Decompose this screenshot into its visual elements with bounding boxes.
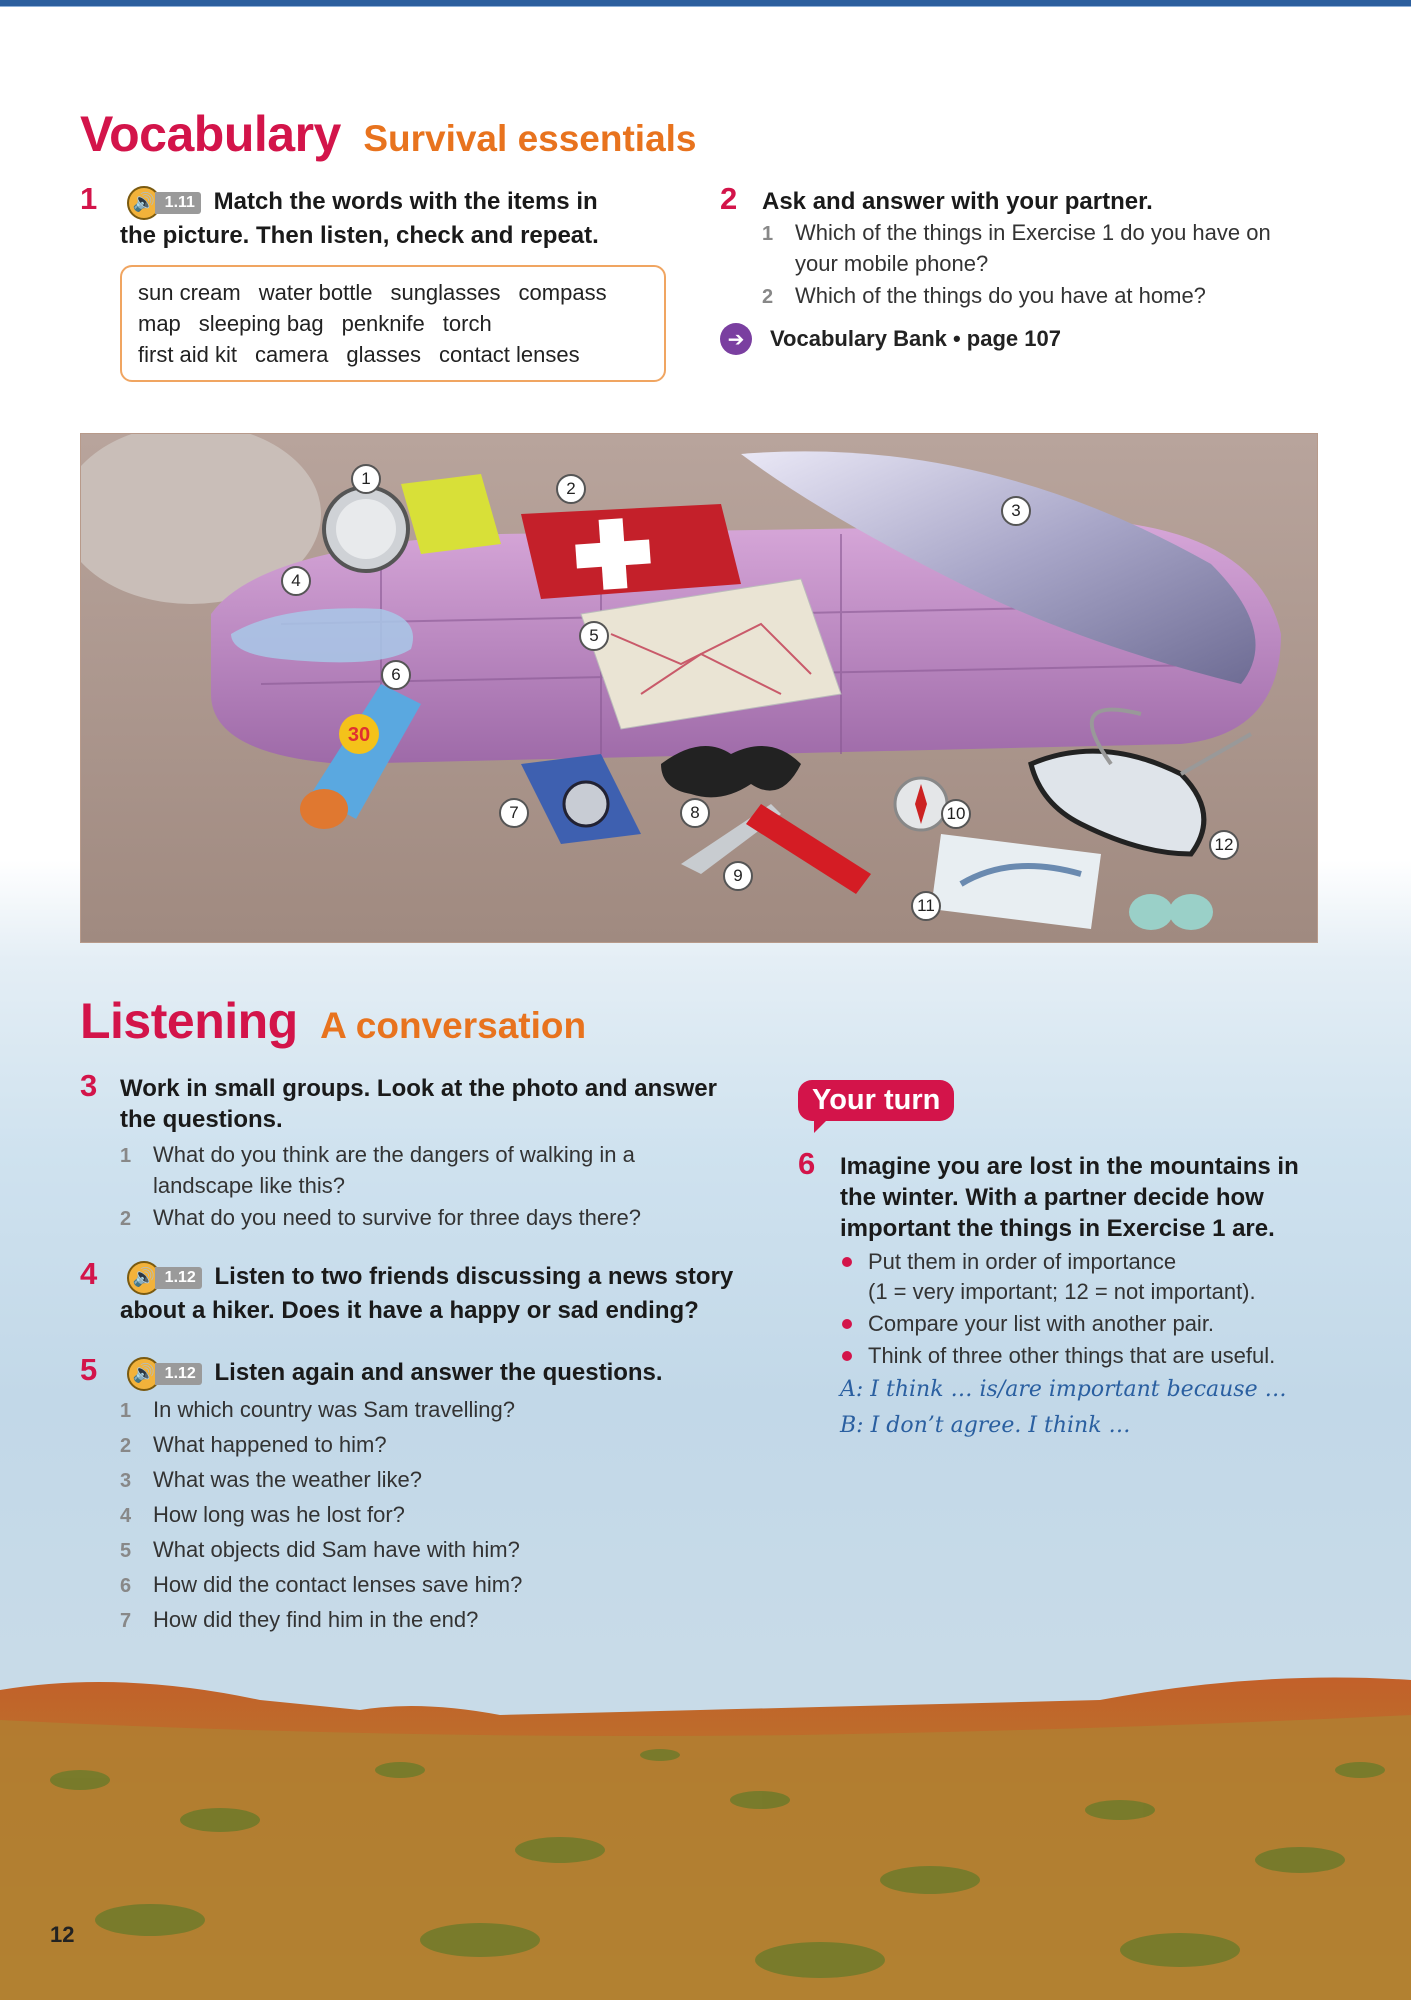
- section-title: Vocabulary: [80, 106, 341, 162]
- vocabulary-bank-link[interactable]: [720, 323, 1340, 355]
- word: sunglasses: [390, 279, 501, 305]
- instruction-line-1: Imagine you are lost in the mountains in: [840, 1153, 1299, 1180]
- exercise-6: [798, 1148, 1358, 1444]
- question: 3 What was the weather like?: [120, 1466, 423, 1492]
- arrow-right-icon: ➔: [720, 323, 752, 355]
- question: 6 How did the contact lenses save him?: [120, 1571, 523, 1597]
- word: map: [138, 310, 181, 336]
- question-text-cont: your mobile phone?: [795, 251, 989, 276]
- track-number: 1.12: [155, 1363, 202, 1385]
- picture-label-11: 11: [911, 891, 941, 921]
- audio-track[interactable]: [127, 1357, 202, 1391]
- listening-heading: [80, 992, 586, 1050]
- picture-label-5: 5: [579, 621, 609, 651]
- section-subtitle: Survival essentials: [363, 118, 697, 159]
- items-illustration: [81, 434, 1318, 943]
- vocabulary-bank-text: Vocabulary Bank • page 107: [770, 326, 1061, 351]
- exercise-number: 6: [798, 1146, 816, 1181]
- word: penknife: [341, 310, 425, 336]
- outback-landscape: [0, 1660, 1411, 2000]
- instruction-line-1: Work in small groups. Look at the photo and answer: [120, 1075, 717, 1102]
- instruction-line-1: Match the words with the items in: [213, 188, 598, 215]
- question: 1 In which country was Sam travelling?: [120, 1396, 515, 1422]
- spf-label: 30: [347, 724, 371, 746]
- question-text: Which of the things do you have at home?: [795, 283, 1206, 308]
- bullet-item-cont: (1 = very important; 12 = not important).: [868, 1279, 1256, 1304]
- survival-items-picture: [80, 433, 1318, 943]
- question-number: 1: [120, 1145, 132, 1167]
- word: camera: [255, 341, 329, 367]
- your-turn-badge: [798, 1080, 954, 1133]
- instruction-line-2: the winter. With a partner decide how: [840, 1184, 1264, 1211]
- exercise-2: [720, 183, 1340, 355]
- exercise-number: 3: [80, 1068, 98, 1103]
- exercise-1: [80, 183, 680, 382]
- picture-label-6: 6: [381, 660, 411, 690]
- question-number: 2: [762, 286, 774, 308]
- instruction: Ask and answer with your partner.: [762, 188, 1153, 215]
- picture-label-4: 4: [281, 566, 311, 596]
- section-subtitle: A conversation: [320, 1005, 587, 1046]
- page-number: 12: [50, 1922, 75, 1947]
- top-rule: [0, 0, 1411, 7]
- speaker-icon: 🔊: [127, 1261, 161, 1295]
- picture-label-7: 7: [499, 798, 529, 828]
- speaker-icon: 🔊: [127, 1357, 161, 1391]
- question-number: 2: [120, 1208, 132, 1230]
- question-number: 1: [762, 223, 774, 245]
- track-number: 1.11: [155, 192, 201, 214]
- instruction-line-2: the questions.: [120, 1106, 283, 1133]
- exercise-number: 4: [80, 1256, 98, 1291]
- bullet-item: Put them in order of importance: [840, 1246, 1358, 1278]
- exercise-number: 2: [720, 181, 738, 216]
- exercise-3: [80, 1070, 780, 1235]
- question-text: What do you think are the dangers of walking in a: [153, 1142, 635, 1167]
- word: glasses: [346, 341, 421, 367]
- instruction-line-2: the picture. Then listen, check and repeat.: [120, 221, 599, 249]
- word: contact lenses: [438, 341, 580, 367]
- picture-label-3: 3: [1001, 496, 1031, 526]
- instruction-line-3: important the things in Exercise 1 are.: [840, 1215, 1275, 1242]
- exercise-number: 1: [80, 181, 98, 216]
- speaker-icon: 🔊: [127, 186, 161, 220]
- instruction-line-2: about a hiker. Does it have a happy or sad ending?: [120, 1296, 699, 1324]
- model-dialogue-b: B: I don’t agree. I think …: [840, 1413, 1131, 1438]
- question-text: Which of the things in Exercise 1 do you have on: [795, 220, 1271, 245]
- question: 5 What objects did Sam have with him?: [120, 1536, 520, 1562]
- word: sleeping bag: [198, 310, 324, 336]
- exercise-number: 5: [80, 1352, 98, 1387]
- question-text-cont: landscape like this?: [153, 1173, 346, 1198]
- contact-lens-case: [1129, 894, 1173, 930]
- model-dialogue-a: A: I think … is/are important because …: [840, 1377, 1287, 1402]
- question-list: [120, 1393, 780, 1638]
- question-text: What do you need to survive for three days there?: [153, 1205, 641, 1230]
- audio-track[interactable]: [127, 186, 201, 220]
- word: compass: [518, 279, 607, 305]
- question: 4 How long was he lost for?: [120, 1501, 405, 1527]
- instruction: Listen again and answer the questions.: [214, 1359, 663, 1386]
- your-turn-label: Your turn: [798, 1080, 954, 1121]
- audio-track[interactable]: [127, 1261, 202, 1295]
- vocabulary-heading: [80, 105, 697, 163]
- question: 7 How did they find him in the end?: [120, 1606, 479, 1632]
- word: first aid kit: [138, 341, 238, 367]
- picture-label-8: 8: [680, 798, 710, 828]
- track-number: 1.12: [155, 1267, 202, 1289]
- picture-label-12: 12: [1209, 830, 1239, 860]
- bullet-item: Compare your list with another pair.: [840, 1308, 1358, 1340]
- section-title: Listening: [80, 993, 298, 1049]
- picture-label-1: 1: [351, 464, 381, 494]
- instruction-line-1: Listen to two friends discussing a news story: [214, 1263, 734, 1290]
- word: sun cream: [138, 279, 241, 305]
- picture-label-10: 10: [941, 799, 971, 829]
- picture-label-9: 9: [723, 861, 753, 891]
- question: 2 What happened to him?: [120, 1431, 387, 1457]
- word-box: [120, 265, 666, 382]
- exercise-4: [80, 1258, 780, 1326]
- exercise-5: [80, 1354, 780, 1638]
- word: water bottle: [258, 279, 373, 305]
- bullet-item: Think of three other things that are useful.: [840, 1340, 1358, 1372]
- picture-label-2: 2: [556, 474, 586, 504]
- word: torch: [442, 310, 492, 336]
